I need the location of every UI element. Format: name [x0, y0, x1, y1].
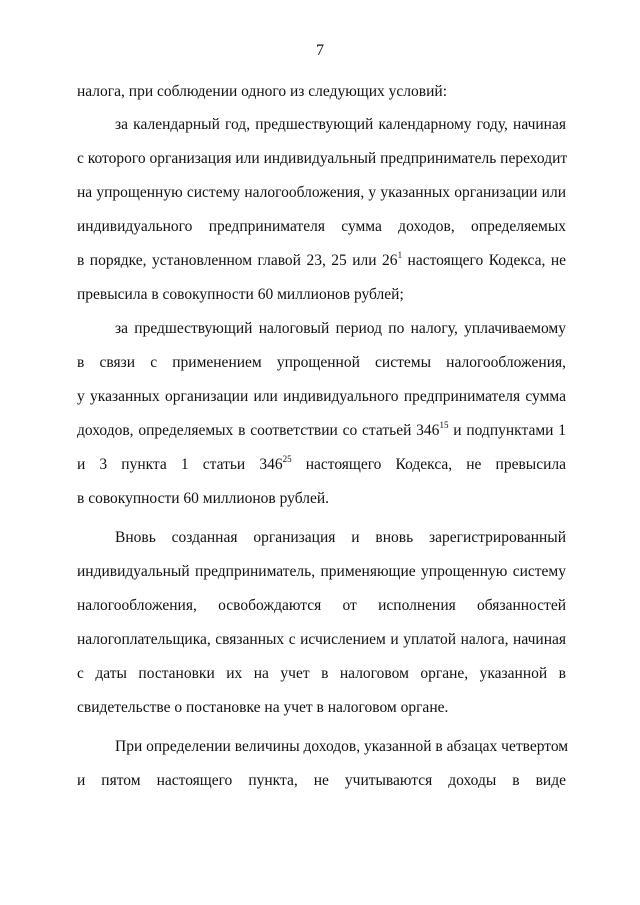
text-run: и подпунктами 1 [448, 422, 566, 439]
text-line: в связи с применением упрощенной системы налогообложения, [77, 354, 566, 371]
text-line: у указанных организации или индивидуального предпринимателя сумма [77, 388, 566, 405]
text-run: и 3 пункта 1 статьи 346 [77, 456, 283, 473]
text-line: налога, при соблюдении одного из следующих условий: [77, 83, 447, 100]
superscript: 15 [439, 420, 449, 430]
text-line [77, 421, 566, 441]
page-number: 7 [316, 42, 324, 59]
text-line: и пятом настоящего пункта, не учитываются доходы в виде [77, 772, 566, 789]
text-run: настоящего Кодекса, не [402, 252, 566, 269]
text-run: доходов, определяемых в соответствии со статьей 346 [77, 422, 440, 439]
text-line: свидетельстве о постановке на учет в налоговом органе. [77, 699, 449, 716]
superscript: 1 [397, 250, 403, 260]
text-line: с даты постановки их на учет в налоговом органе, указанной в [77, 665, 566, 682]
text-run: в порядке, установленном главой 23, 25 или 26 [77, 252, 398, 269]
text-line: за календарный год, предшествующий календарному году, начиная [115, 116, 566, 133]
text-line: превысила в совокупности 60 миллионов рублей; [77, 286, 404, 303]
text-run: настоящего Кодекса, не превысила [291, 456, 566, 473]
text-line [77, 455, 566, 475]
superscript: 25 [282, 454, 292, 464]
text-line: на упрощенную систему налогообложения, у указанных организации или [77, 184, 566, 201]
text-line: индивидуального предпринимателя сумма доходов, определяемых [77, 218, 566, 235]
text-line: в совокупности 60 миллионов рублей. [77, 490, 330, 507]
text-line: индивидуальный предприниматель, применяющие упрощенную систему [77, 563, 566, 580]
text-line: При определении величины доходов, указанной в абзацах четвертом [115, 738, 569, 755]
text-line [77, 251, 566, 271]
text-line: Вновь созданная организация и вновь зарегистрированный [115, 529, 566, 546]
text-line: налогообложения, освобождаются от исполнения обязанностей [77, 597, 566, 614]
text-line: налогоплательщика, связанных с исчислением и уплатой налога, начиная [77, 631, 566, 648]
text-line: за предшествующий налоговый период по налогу, уплачиваемому [115, 320, 566, 337]
text-line: с которого организация или индивидуальный предприниматель переходит [77, 150, 568, 167]
